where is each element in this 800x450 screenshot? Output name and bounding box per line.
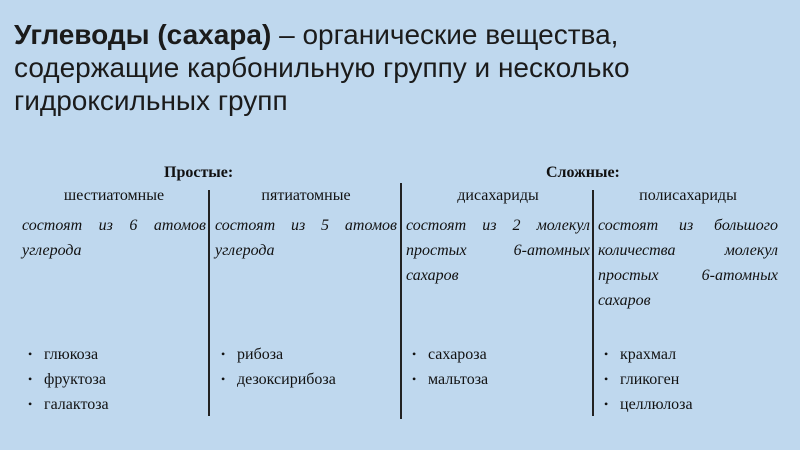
list-item: • рибоза — [215, 342, 397, 367]
column-header-hexoses: шестиатомные — [63, 187, 165, 204]
list-item: • дезоксирибоза — [215, 367, 397, 392]
title-bold-term: Углеводы (сахара) — [14, 19, 272, 50]
bullet-icon: • — [28, 347, 33, 361]
column-desc-disaccharides: состоят из 2 молекул простых 6-атомных сахаров — [406, 217, 590, 284]
column-divider — [592, 190, 594, 416]
item-list-hexoses — [22, 342, 206, 417]
group-heading-simple: Простые: — [164, 164, 234, 181]
column-desc-polysaccharides: состоят из большого количества молекул простых 6-атомных сахаров — [598, 217, 778, 309]
bullet-icon: • — [28, 397, 33, 411]
item-list-polysaccharides — [598, 342, 778, 417]
list-item: • целлюлоза — [598, 392, 778, 417]
column-desc-pentoses: состоят из 5 атомов углерода — [215, 217, 397, 259]
bullet-icon: • — [604, 347, 609, 361]
bullet-icon: • — [604, 397, 609, 411]
list-item: • крахмал — [598, 342, 778, 367]
list-item: • галактоза — [22, 392, 206, 417]
item-list-disaccharides — [406, 342, 590, 392]
column-header-disaccharides: дисахариды — [457, 187, 539, 204]
list-item: • сахароза — [406, 342, 590, 367]
bullet-icon: • — [412, 372, 417, 386]
bullet-icon: • — [221, 372, 226, 386]
slide-title — [14, 18, 784, 117]
item-list-pentoses — [215, 342, 397, 392]
column-header-pentoses: пятиатомные — [261, 187, 351, 204]
title-definition: – органические вещества, содержащие карбонильную группу и несколько гидроксильных групп — [14, 19, 630, 116]
group-divider — [400, 183, 402, 419]
list-item: • гликоген — [598, 367, 778, 392]
bullet-icon: • — [28, 372, 33, 386]
list-item: • фруктоза — [22, 367, 206, 392]
list-item: • глюкоза — [22, 342, 206, 367]
bullet-icon: • — [604, 372, 609, 386]
column-divider — [208, 190, 210, 416]
column-header-polysaccharides: полисахариды — [639, 187, 737, 204]
list-item: • мальтоза — [406, 367, 590, 392]
column-desc-hexoses: состоят из 6 атомов углерода — [22, 217, 206, 259]
group-heading-complex: Сложные: — [546, 164, 620, 181]
bullet-icon: • — [221, 347, 226, 361]
bullet-icon: • — [412, 347, 417, 361]
